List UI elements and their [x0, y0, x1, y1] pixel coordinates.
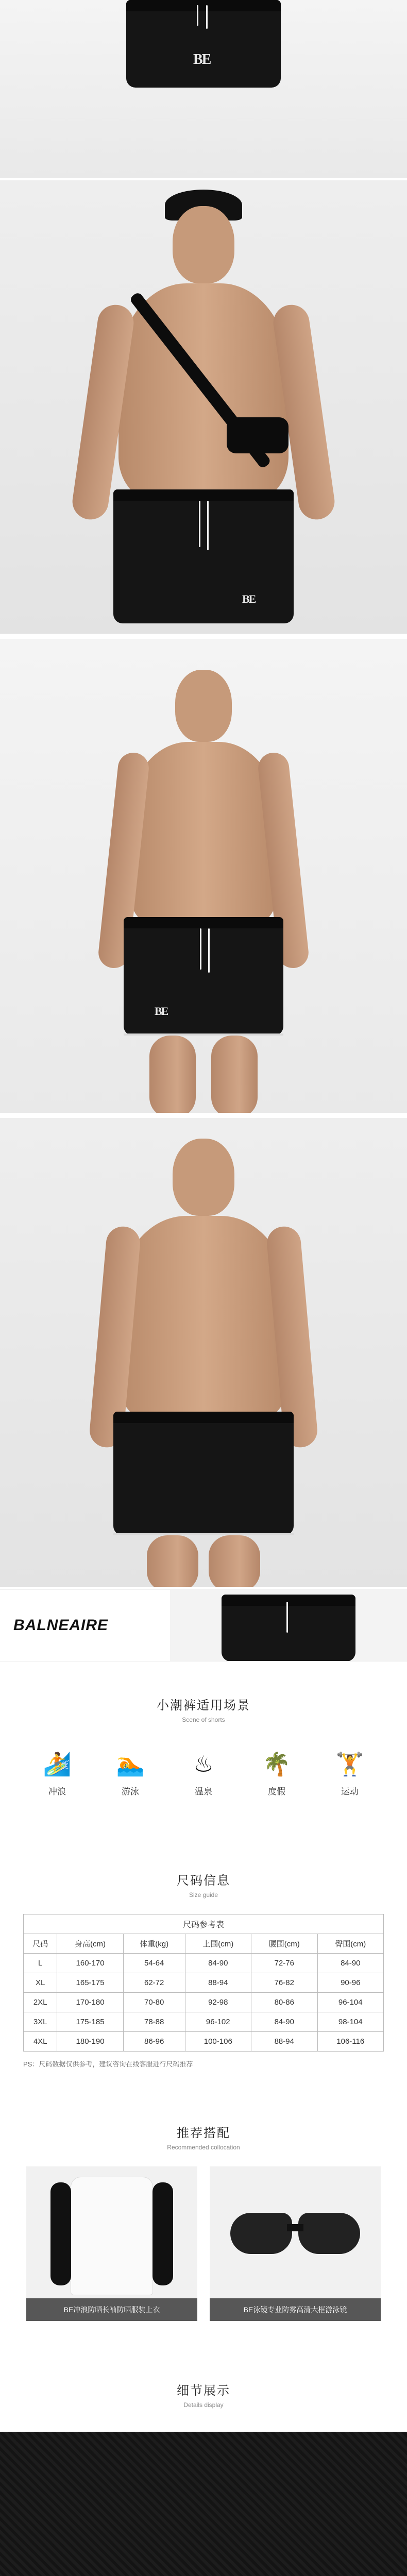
- table-cell: 90-96: [317, 1973, 384, 1993]
- table-cell: 54-64: [123, 1954, 185, 1973]
- size-subtitle: Size guide: [189, 1891, 218, 1899]
- table-cell: 180-190: [57, 2032, 123, 2052]
- size-title: 尺码信息: [177, 1874, 230, 1888]
- vacation-icon: 🌴: [262, 1752, 291, 1777]
- scene-subtitle: Scene of shorts: [182, 1716, 225, 1723]
- drawstring: [197, 5, 198, 26]
- sleeve: [50, 2182, 71, 2285]
- goggle-bridge: [287, 2224, 303, 2231]
- table-cell: 88-94: [251, 2032, 317, 2052]
- model-photo-1: [0, 180, 407, 634]
- drawstring: [200, 928, 201, 970]
- swimming-icon: 🏊: [116, 1752, 145, 1777]
- table-row: [24, 1954, 384, 1973]
- scene-title: 小潮裤适用场景: [157, 1699, 250, 1713]
- scene-label: 游泳: [122, 1787, 139, 1797]
- scene-item: [327, 1749, 373, 1797]
- table-cell: 106-116: [317, 2032, 384, 2052]
- goggle-lens-left: [230, 2213, 292, 2254]
- model-photo-3: [0, 1118, 407, 1587]
- recommend-title: 推荐搭配: [177, 2126, 230, 2140]
- model-photo-2: [0, 639, 407, 1113]
- shorts-image: [126, 0, 281, 88]
- table-row: [24, 2012, 384, 2032]
- column-header: 上围(cm): [185, 1934, 251, 1954]
- table-cell: 100-106: [185, 2032, 251, 2052]
- table-cell: 175-185: [57, 2012, 123, 2032]
- table-cell: 78-88: [123, 2012, 185, 2032]
- scene-item: [180, 1749, 227, 1797]
- recommend-item[interactable]: [210, 2166, 381, 2321]
- table-cell: 80-86: [251, 1993, 317, 2012]
- details-title: 细节展示: [177, 2384, 230, 2398]
- table-cell: 76-82: [251, 1973, 317, 1993]
- table-row: [24, 1973, 384, 1993]
- table-row: [24, 1993, 384, 2012]
- table-cell: XL: [24, 1973, 57, 1993]
- crossbody-bag: [227, 417, 289, 453]
- recommend-item[interactable]: [26, 2166, 197, 2321]
- scene-label: 运动: [341, 1787, 359, 1797]
- size-table-header: [24, 1934, 384, 1954]
- surfing-icon: 🏄: [43, 1752, 72, 1777]
- model-head: [173, 206, 234, 283]
- recommend-list: [0, 2166, 407, 2321]
- recommend-subtitle: Recommended collocation: [167, 2144, 240, 2151]
- table-cell: 4XL: [24, 2032, 57, 2052]
- table-cell: 88-94: [185, 1973, 251, 1993]
- drawstring: [208, 928, 210, 973]
- table-cell: 92-98: [185, 1993, 251, 2012]
- scene-list: [0, 1749, 407, 1797]
- scene-item: [34, 1749, 80, 1797]
- table-cell: 72-76: [251, 1954, 317, 1973]
- hot-spring-icon: ♨: [193, 1752, 214, 1777]
- waistband: [113, 489, 294, 501]
- table-cell: 86-96: [123, 2032, 185, 2052]
- column-header: 尺码: [24, 1934, 57, 1954]
- shorts-image: [222, 1595, 355, 1662]
- model-leg-left: [147, 1535, 198, 1587]
- table-cell: 84-90: [185, 1954, 251, 1973]
- product-photo-top: [0, 0, 407, 178]
- model-head: [173, 1139, 234, 1216]
- model-leg-right: [209, 1535, 260, 1587]
- table-cell: 84-90: [317, 1954, 384, 1973]
- size-table-caption: 尺码参考表: [24, 1914, 384, 1934]
- waistband: [126, 0, 281, 11]
- model-leg-right: [211, 1036, 258, 1113]
- drawstring: [286, 1602, 288, 1633]
- be-logo-mark: BE: [193, 52, 211, 67]
- column-header: 腰围(cm): [251, 1934, 317, 1954]
- drawstring: [199, 501, 200, 547]
- waistband: [124, 917, 283, 928]
- shorts-image: [113, 1412, 294, 1535]
- table-cell: 3XL: [24, 2012, 57, 2032]
- banner-product-image: [170, 1589, 407, 1662]
- hem-trim: [113, 1533, 294, 1535]
- table-cell: 160-170: [57, 1954, 123, 1973]
- table-cell: 96-102: [185, 2012, 251, 2032]
- model-head: [175, 670, 232, 742]
- table-cell: L: [24, 1954, 57, 1973]
- hem-trim: [124, 1033, 283, 1036]
- goggle-lens-right: [298, 2213, 360, 2254]
- column-header: 臀围(cm): [317, 1934, 384, 1954]
- details-header: [0, 2380, 407, 2421]
- detail-fabric-image: [0, 2432, 407, 2576]
- scene-label: 温泉: [195, 1787, 212, 1797]
- scene-label: 冲浪: [48, 1787, 66, 1797]
- be-logo-mark: BE: [242, 592, 256, 605]
- size-note: PS：尺码数据仅供参考，建议咨询在线客服进行尺码推荐: [23, 2060, 193, 2068]
- table-cell: 2XL: [24, 1993, 57, 2012]
- table-cell: 96-104: [317, 1993, 384, 2012]
- drawstring: [207, 501, 209, 550]
- recommend-section: [0, 2123, 407, 2349]
- size-section: [0, 1870, 407, 2092]
- brand-logo: BALNEAIRE: [13, 1617, 109, 1634]
- size-table: [23, 1914, 384, 2052]
- table-cell: 84-90: [251, 2012, 317, 2032]
- scene-item: [253, 1749, 300, 1797]
- waistband: [113, 1412, 294, 1423]
- be-logo-mark: BE: [155, 1005, 168, 1018]
- recommend-caption: BE泳镜专业防雾高清大框游泳镜: [210, 2298, 381, 2321]
- shorts-image: [124, 917, 283, 1036]
- scene-section: [0, 1695, 407, 1829]
- details-subtitle: Details display: [183, 2401, 224, 2409]
- model-torso: [118, 1216, 289, 1422]
- table-cell: 98-104: [317, 2012, 384, 2032]
- column-header: 体重(kg): [123, 1934, 185, 1954]
- scene-label: 度假: [268, 1787, 285, 1797]
- model-torso: [129, 742, 278, 927]
- shorts-image: [113, 489, 294, 623]
- table-row: [24, 2032, 384, 2052]
- scene-item: [107, 1749, 154, 1797]
- table-cell: 165-175: [57, 1973, 123, 1993]
- table-cell: 62-72: [123, 1973, 185, 1993]
- brand-banner: [0, 1589, 407, 1662]
- column-header: 身高(cm): [57, 1934, 123, 1954]
- rash-guard-shirt-image: [71, 2177, 153, 2295]
- table-cell: 170-180: [57, 1993, 123, 2012]
- recommend-caption: BE冲浪防晒长袖防晒服装上衣: [26, 2298, 197, 2321]
- sleeve: [152, 2182, 173, 2285]
- model-leg-left: [149, 1036, 196, 1113]
- sport-icon: 🏋: [335, 1752, 364, 1777]
- table-cell: 70-80: [123, 1993, 185, 2012]
- drawstring: [206, 5, 208, 29]
- waistband: [222, 1595, 355, 1606]
